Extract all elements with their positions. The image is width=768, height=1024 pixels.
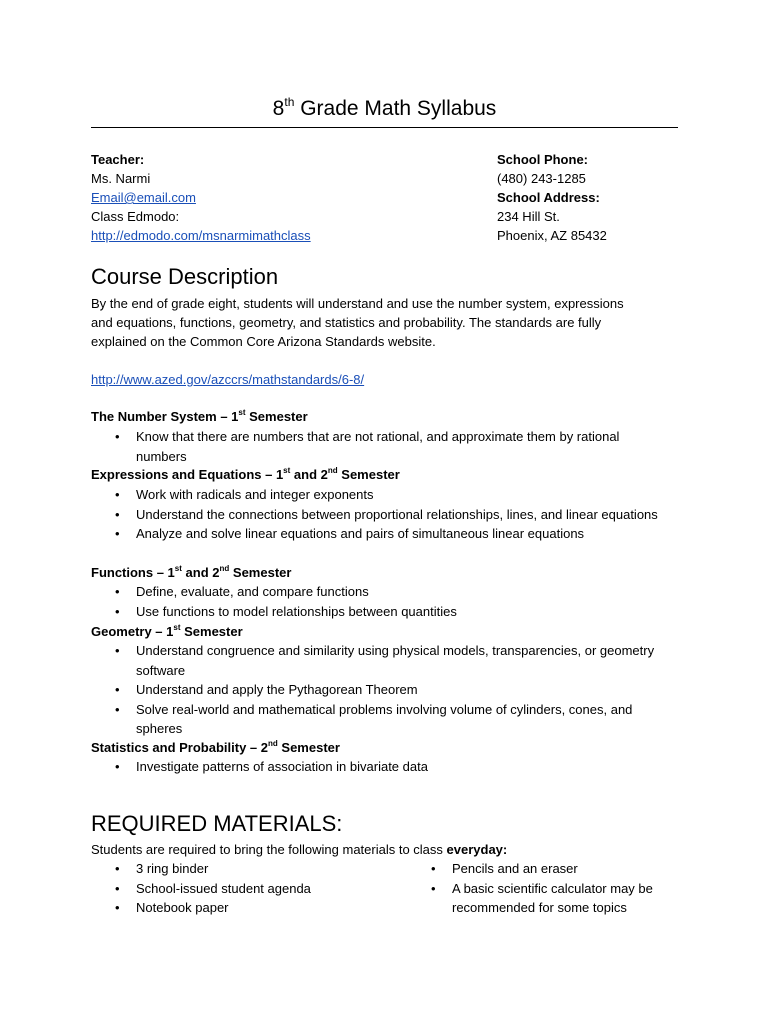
standards-link[interactable]: http://www.azed.gov/azccrs/mathstandards/6-8/ [91, 372, 365, 387]
school-phone: (480) 243-1285 [497, 171, 586, 186]
materials-list-right [407, 859, 677, 918]
course-description-text: By the end of grade eight, students will understand and use the number system, expressions and equations, functions, geometry, and statistics and probability. The standards are fully explained on the Common Core Arizona Standards website. [91, 296, 624, 349]
list-item: • Define, evaluate, and compare functions [91, 582, 671, 602]
unit-list-statistics [91, 757, 671, 777]
materials-list-left [91, 859, 391, 918]
list-item: • Notebook paper [91, 898, 391, 918]
unit-heading-number-system: The Number System – 1st Semester [91, 408, 308, 424]
school-info [497, 150, 607, 245]
unit-heading-expressions: Expressions and Equations – 1st and 2nd Semester [91, 466, 400, 482]
teacher-name: Ms. Narmi [91, 171, 151, 186]
unit-heading-statistics: Statistics and Probability – 2nd Semester [91, 739, 340, 755]
materials-intro: Students are required to bring the following materials to class everyday: [91, 842, 508, 857]
required-materials-heading: REQUIRED MATERIALS: [91, 811, 343, 836]
list-item: • School-issued student agenda [91, 879, 391, 899]
title-divider [91, 127, 678, 128]
list-item: • A basic scientific calculator may be recommended for some topics [407, 879, 677, 918]
course-description-heading: Course Description [91, 264, 279, 289]
list-item: • Understand and apply the Pythagorean Theorem [91, 680, 671, 700]
list-item: • Analyze and solve linear equations and pairs of simultaneous linear equations [91, 524, 671, 544]
school-phone-label: School Phone: [497, 152, 588, 167]
list-item: • Use functions to model relationships between quantities [91, 602, 671, 622]
list-item: • 3 ring binder [91, 859, 391, 879]
edmodo-label: Class Edmodo: [91, 209, 180, 224]
list-item: • Investigate patterns of association in bivariate data [91, 757, 671, 777]
list-item: • Know that there are numbers that are not rational, and approximate them by rational numbers [91, 427, 671, 466]
list-item: • Solve real-world and mathematical problems involving volume of cylinders, cones, and spheres [91, 700, 671, 739]
edmodo-link[interactable]: http://edmodo.com/msnarmimathclass [91, 228, 311, 243]
school-street: 234 Hill St. [497, 209, 560, 224]
teacher-email-link[interactable]: Email@email.com [91, 190, 196, 205]
unit-heading-geometry: Geometry – 1st Semester [91, 623, 243, 639]
teacher-info [91, 150, 311, 245]
list-item: • Understand congruence and similarity using physical models, transparencies, or geometry software [91, 641, 671, 680]
standards-link-line [91, 370, 671, 389]
page-title: 8th Grade Math Syllabus [272, 95, 497, 120]
unit-heading-functions: Functions – 1st and 2nd Semester [91, 564, 292, 580]
school-city: Phoenix, AZ 85432 [497, 228, 607, 243]
school-address-label: School Address: [497, 190, 600, 205]
unit-list-number-system [91, 427, 671, 466]
list-item: • Pencils and an eraser [407, 859, 677, 879]
list-item: • Understand the connections between proportional relationships, lines, and linear equations [91, 505, 671, 525]
unit-list-geometry [91, 641, 671, 739]
unit-list-expressions [91, 485, 671, 544]
teacher-label: Teacher: [91, 152, 145, 167]
list-item: • Work with radicals and integer exponents [91, 485, 671, 505]
unit-list-functions [91, 582, 671, 621]
